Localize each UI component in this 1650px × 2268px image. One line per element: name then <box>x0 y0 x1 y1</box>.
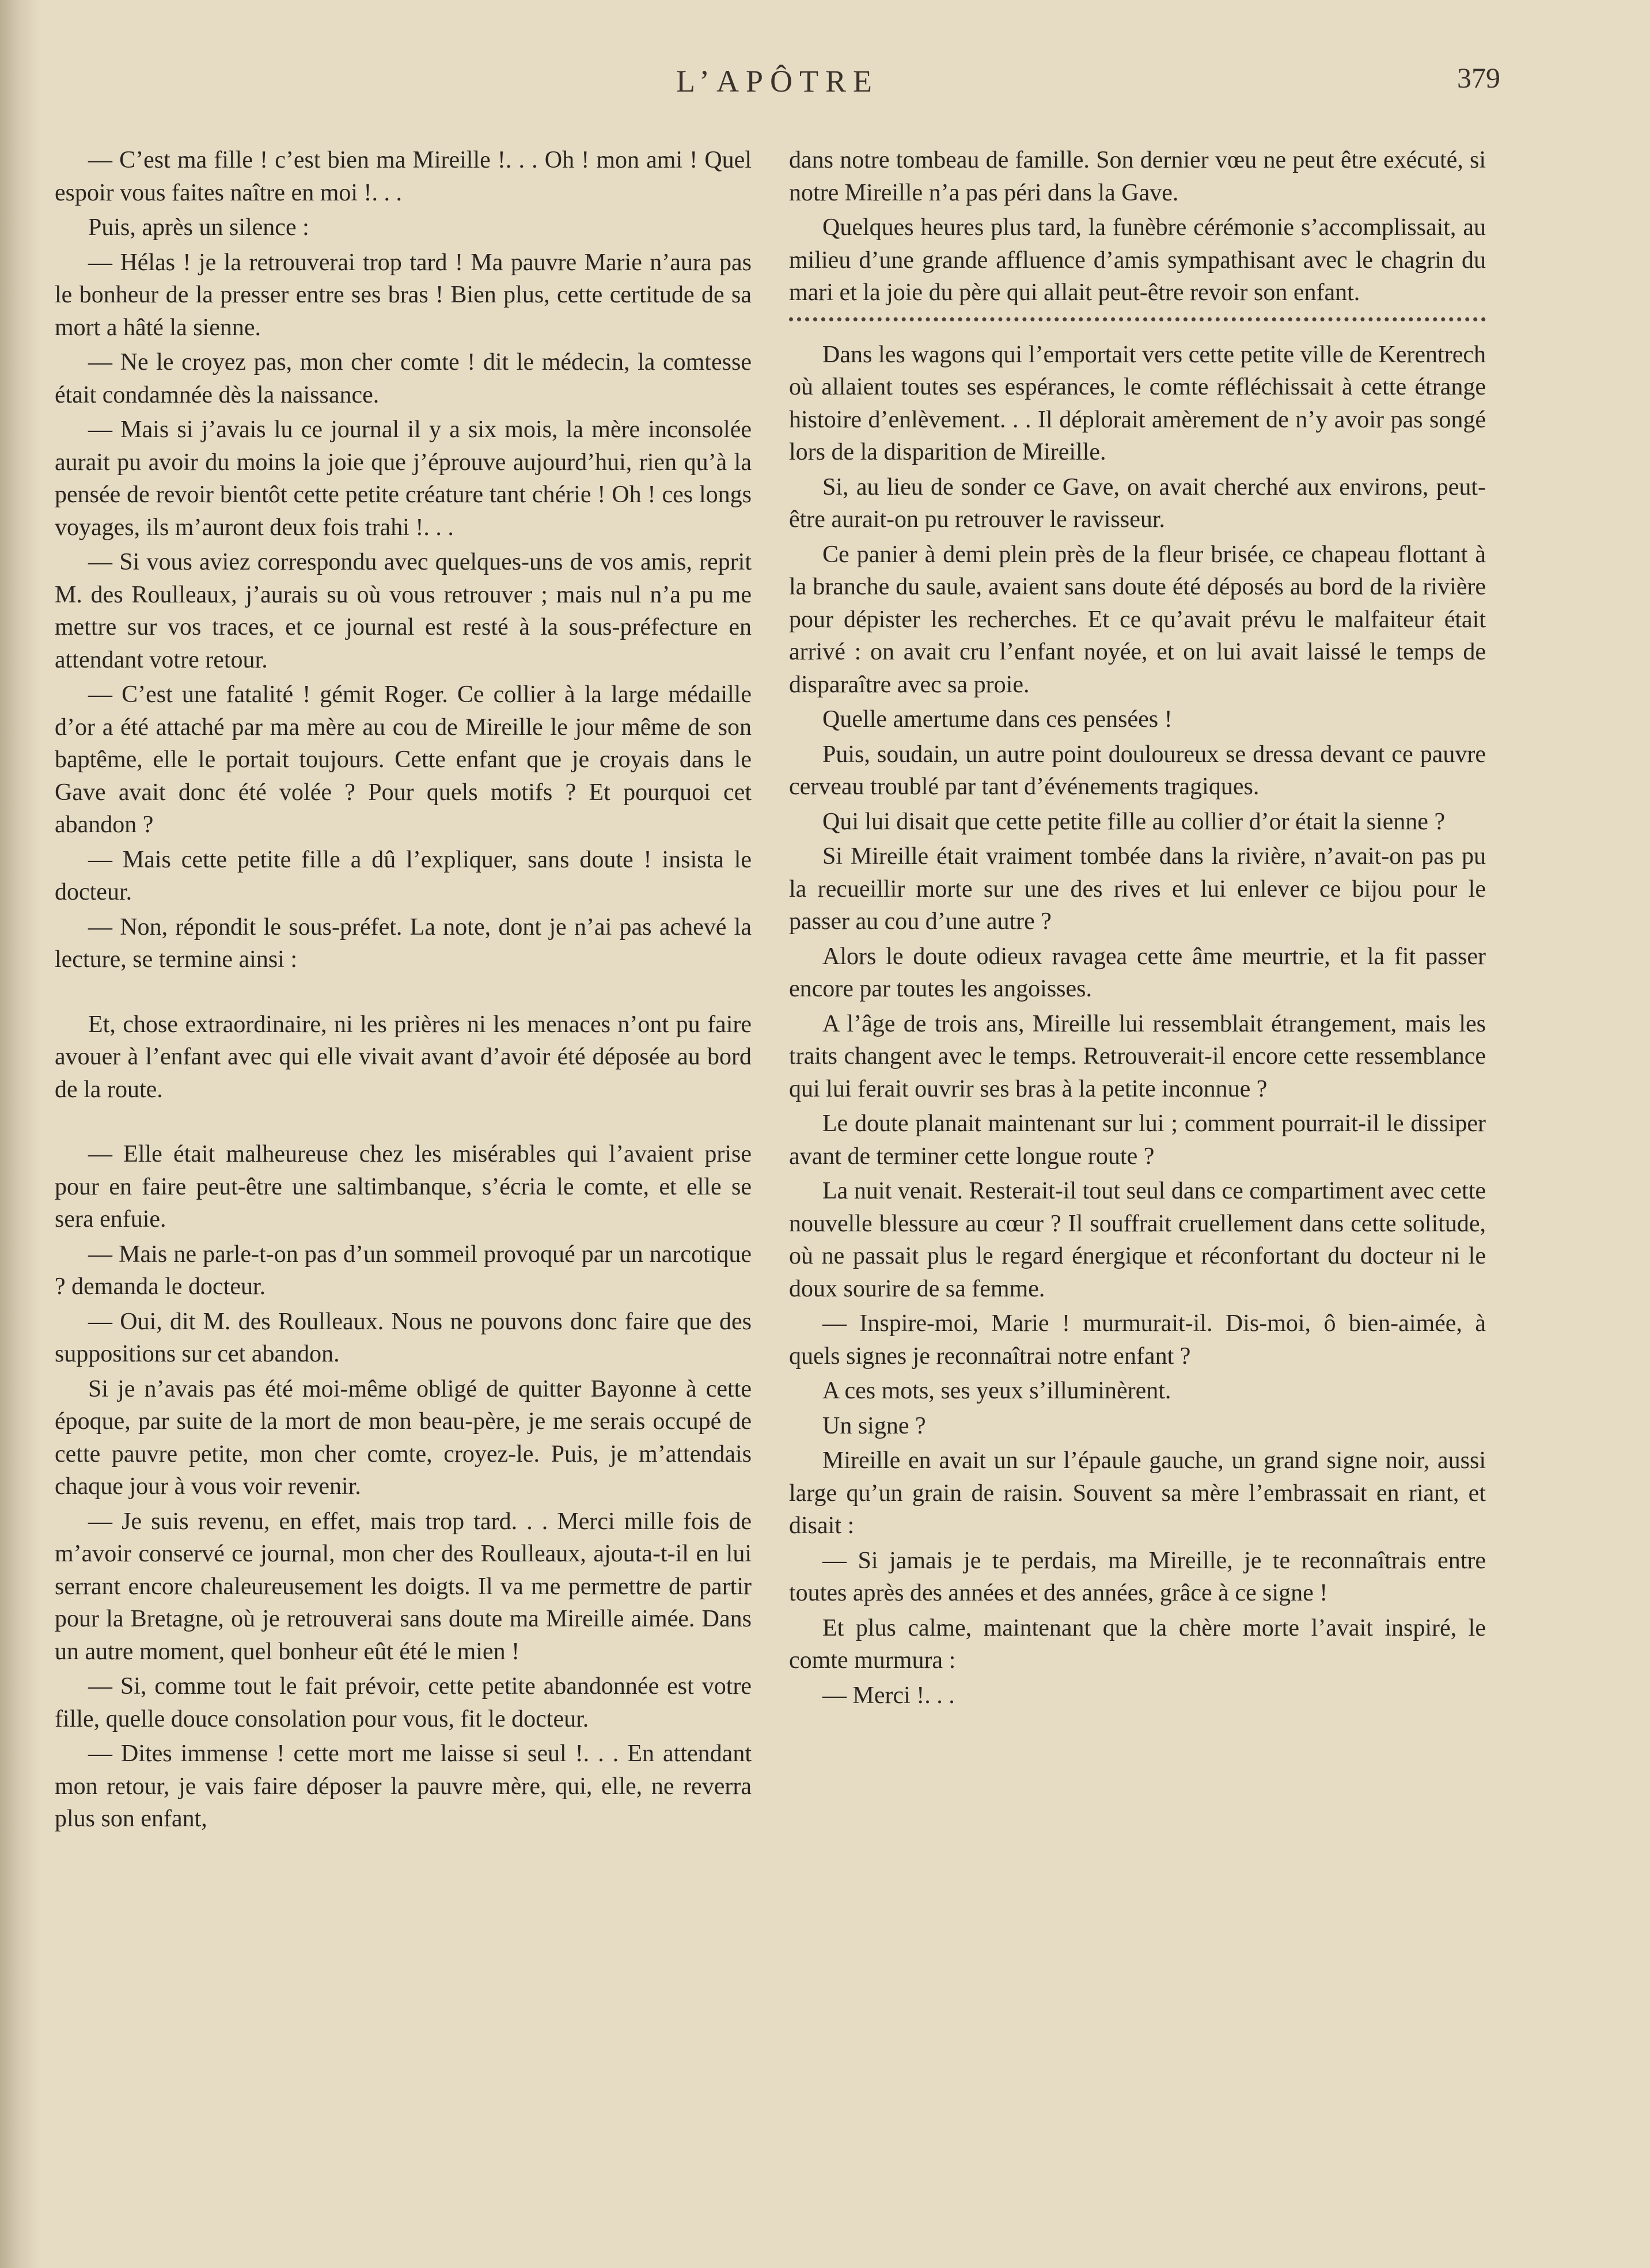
paragraph: dans notre tombeau de famille. Son dernier vœu ne peut être exécuté, si notre Mireille n’a pas péri dans la Gave. <box>789 147 1486 206</box>
running-title: L’APÔTRE <box>676 64 879 98</box>
paragraph: Ce panier à demi plein près de la fleur brisée, ce chapeau flottant à la branche du saule, avaient sans doute été déposés au bord de la rivière pour dépister les recherches. Et ce qu’avait prévu le malfaiteur était arrivé : on avait cru l’enfant noyée, et on lui avait laissé le temps de disparaître avec sa proie. <box>789 541 1486 698</box>
paragraph: — Si jamais je te perdais, ma Mireille, je te reconnaîtrais entre toutes après des années et des années, grâce à ce signe ! <box>789 1547 1486 1606</box>
paragraph: — Elle était malheureuse chez les misérables qui l’avaient prise pour en faire peut-être une saltimbanque, s’écria le comte, et elle se sera enfuie. <box>55 1141 752 1232</box>
paragraph: Dans les wagons qui l’emportait vers cette petite ville de Kerentrech où allaient toutes ses espérances, le comte réfléchissait à cette étrange histoire d’enlèvement. . . Il déplorait amèrement de n’y avoir pas songé lors de la disparition de Mireille. <box>789 341 1486 465</box>
paragraph: La nuit venait. Resterait-il tout seul dans ce compartiment avec cette nouvelle blessure au cœur ? Il souffrait cruellement dans cette solitude, où ne passait plus le regard énergique et réconfortant du docteur ni le doux sourire de sa femme. <box>789 1178 1486 1302</box>
paragraph: Alors le doute odieux ravagea cette âme meurtrie, et la fit passer encore par toutes les angoisses. <box>789 943 1486 1002</box>
paragraph: — C’est une fatalité ! gémit Roger. Ce collier à la large médaille d’or a été attaché par ma mère au cou de Mireille le jour même de son baptême, elle le portait toujours. Cette enfant que je croyais dans le Gave avait donc été volée ? Pour quels motifs ? Et pourquoi cet abandon ? <box>55 681 752 838</box>
left-column <box>55 144 752 1838</box>
paragraph: — Mais ne parle-t-on pas d’un sommeil provoqué par un narcotique ? demanda le docteur. <box>55 1241 752 1300</box>
paragraph: Si, au lieu de sonder ce Gave, on avait cherché aux environs, peut-être aurait-on pu retrouver le ravisseur. <box>789 473 1486 533</box>
paragraph: Quelle amertume dans ces pensées ! <box>822 706 1173 733</box>
paragraph: — Inspire-moi, Marie ! murmurait-il. Dis-moi, ô bien-aimée, à quels signes je reconnaîtrai notre enfant ? <box>789 1310 1486 1370</box>
paragraph: — Non, répondit le sous-préfet. La note, dont je n’ai pas achevé la lecture, se termine ainsi : <box>55 913 752 973</box>
paragraph: Puis, soudain, un autre point douloureux se dressa devant ce pauvre cerveau troublé par tant d’événements tragiques. <box>789 741 1486 800</box>
paragraph: — Je suis revenu, en effet, mais trop tard. . . Merci mille fois de m’avoir conservé ce journal, mon cher des Roulleaux, ajouta-t-il en lui serrant encore chaleureusement les doigts. Il va me permettre de partir pour la Bretagne, où je retrouverai sans doute ma Mireille aimée. Dans un autre moment, quel bonheur eût été le mien ! <box>55 1508 752 1665</box>
paragraph: A l’âge de trois ans, Mireille lui ressemblait étrangement, mais les traits changent avec le temps. Retrouverait-il encore cette ressemblance qui lui ferait ouvrir ses bras à la petite inconnue ? <box>789 1010 1486 1102</box>
page-edge-shadow <box>0 0 40 2268</box>
paragraph: — Mais cette petite fille a dû l’expliquer, sans doute ! insista le docteur. <box>55 846 752 905</box>
page-header <box>55 63 1500 109</box>
page-number: 379 <box>1457 62 1500 94</box>
paragraph: Puis, après un silence : <box>88 214 309 241</box>
paragraph: — Si, comme tout le fait prévoir, cette petite abandonnée est votre fille, quelle douce consolation pour vous, fit le docteur. <box>55 1673 752 1732</box>
section-break-dots <box>789 317 1486 321</box>
paragraph: — Ne le croyez pas, mon cher comte ! dit le médecin, la comtesse était condamnée dès la naissance. <box>55 349 752 408</box>
paragraph: Si Mireille était vraiment tombée dans la rivière, n’avait-on pas pu la recueillir morte sur une des rives et lui enlever ce bijou pour le passer au cou d’une autre ? <box>789 843 1486 935</box>
paragraph: A ces mots, ses yeux s’illuminèrent. <box>822 1378 1171 1404</box>
paragraph: — Oui, dit M. des Roulleaux. Nous ne pouvons donc faire que des suppositions sur cet abandon. <box>55 1308 752 1367</box>
paragraph: — C’est ma fille ! c’est bien ma Mireille !. . . Oh ! mon ami ! Quel espoir vous faites naître en moi !. . . <box>55 147 752 206</box>
paragraph: Un signe ? <box>822 1412 926 1439</box>
paragraph: Mireille en avait un sur l’épaule gauche, un grand signe noir, aussi large qu’un grain de raisin. Souvent sa mère l’embrassait en riant, et disait : <box>789 1447 1486 1539</box>
paragraph: — Merci !. . . <box>822 1682 955 1709</box>
paragraph: Et plus calme, maintenant que la chère morte l’avait inspiré, le comte murmura : <box>789 1614 1486 1674</box>
paragraph: — Dites immense ! cette mort me laisse si seul !. . . En attendant mon retour, je vais faire déposer la pauvre mère, qui, elle, ne reverra plus son enfant, <box>55 1740 752 1832</box>
paragraph: — Hélas ! je la retrouverai trop tard ! Ma pauvre Marie n’aura pas le bonheur de la presser entre ses bras ! Bien plus, cette certitude de sa mort a hâté la sienne. <box>55 249 752 341</box>
paragraph: Qui lui disait que cette petite fille au collier d’or était la sienne ? <box>822 808 1446 835</box>
paragraph: Si je n’avais pas été moi-même obligé de quitter Bayonne à cette époque, par suite de la mort de mon beau-père, je me serais occupé de cette pauvre petite, mon cher comte, croyez-le. Puis, je m’attendais chaque jour à vous voir revenir. <box>55 1375 752 1500</box>
paragraph: Quelques heures plus tard, la funèbre cérémonie s’accomplissait, au milieu d’une grande affluence d’amis sympathisant avec le chagrin du mari et la joie du père qui allait peut-être revoir son enfant. <box>789 214 1486 306</box>
right-column <box>789 144 1486 1714</box>
quoted-note: Et, chose extraordinaire, ni les prières ni les menaces n’ont pu faire avouer à l’enfant avec qui elle vivait avant d’avoir été déposée au bord de la route. <box>55 1011 752 1103</box>
paragraph: — Mais si j’avais lu ce journal il y a six mois, la mère inconsolée aurait pu avoir du moins la joie que j’éprouve aujourd’hui, rien qu’à la pensée de revoir bientôt cette petite créature tant chérie ! Oh ! ces longs voyages, ils m’auront deux fois trahi !. . . <box>55 416 752 541</box>
paragraph: Le doute planait maintenant sur lui ; comment pourrait-il le dissiper avant de terminer cette longue route ? <box>789 1110 1486 1170</box>
paragraph: — Si vous aviez correspondu avec quelques-uns de vos amis, reprit M. des Roulleaux, j’aurais su où vous retrouver ; mais nul n’a pu me mettre sur vos traces, et ce journal est resté à la sous-préfecture en attendant votre retour. <box>55 549 752 673</box>
